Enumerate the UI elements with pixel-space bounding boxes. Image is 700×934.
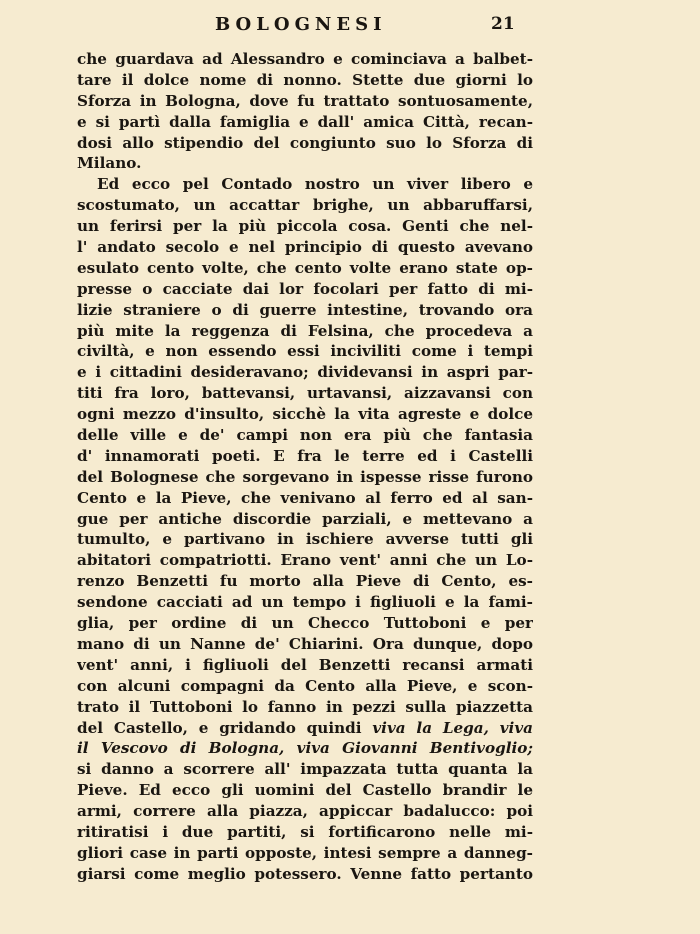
text-segment: del Castello, e gridando quindi [77,718,362,737]
text-line: un ferirsi per la più piccola cosa. Genti che nel- [77,217,533,236]
text-line: armi, correre alla piazza, appiccar badalucco: poi [77,802,533,821]
text-line: scostumato, un accattar brighe, un abbaruffarsi, [77,196,533,215]
running-head [0,14,700,40]
text-line: del Bolognese che sorgevano in ispesse risse furono [77,467,533,486]
text-line: Milano. [77,154,142,173]
italic-phrase: il Vescovo di Bologna, viva Giovanni Bentivoglio; [77,739,533,758]
text-line: presse o cacciate dai lor focolari per fatto di mi- [77,279,533,298]
text-line: renzo Benzetti fu morto alla Pieve di Cento, es- [77,572,533,591]
text-line: mano di un Nanne de' Chiarini. Ora dunque, dopo [77,634,533,653]
text-line: tare il dolce nome di nonno. Stette due giorni lo [77,70,533,89]
text-line: Ed ecco pel Contado nostro un viver libero e [97,175,533,194]
text-line: titi fra loro, battevansi, urtavansi, aizzavansi con [77,384,533,403]
text-line: delle ville e de' campi non era più che fantasia [77,426,533,445]
text-line: con alcuni compagni da Cento alla Pieve, e scon- [77,676,533,695]
text-line: civiltà, e non essendo essi inciviliti come i tempi [77,342,533,361]
text-line: gliori case in parti opposte, intesi sempre a danneg- [77,843,533,862]
text-line: l' andato secolo e nel principio di questo avevano [77,238,533,257]
text-line: abitatori compatriotti. Erano vent' anni che un Lo- [77,551,533,570]
text-line: giarsi come meglio potessero. Venne fatto pertanto [77,864,533,883]
text-line: sendone cacciati ad un tempo i figliuoli e la fami- [77,593,533,612]
text-line: esulato cento volte, che cento volte erano state op- [77,258,533,277]
text-line: e si partì dalla famiglia e dall' amica Città, recan- [77,112,533,131]
text-line: che guardava ad Alessandro e cominciava a balbet- [77,50,533,68]
text-line: e i cittadini desideravano; dividevansi in aspri par- [77,363,533,382]
italic-phrase: viva la Lega, viva [372,718,533,737]
text-line: più mite la reggenza di Felsina, che procedeva a [77,321,533,340]
page-number: 21 [491,14,515,34]
text-line: si danno a scorrere all' impazzata tutta quanta la [77,760,533,779]
text-line-mixed [77,718,533,739]
text-line: trato il Tuttoboni lo fanno in pezzi sulla piazzetta [77,697,533,716]
text-line: lizie straniere o di guerre intestine, trovando ora [77,300,533,319]
text-line: tumulto, e partivano in ischiere avverse tutti gli [77,530,533,549]
running-title: BOLOGNESI [215,14,387,35]
text-line: Sforza in Bologna, dove fu trattato sontuosamente, [77,91,533,110]
text-line: glia, per ordine di un Checco Tuttoboni e per [77,614,533,633]
text-line: gue per antiche discordie parziali, e mettevano a [77,509,533,528]
text-line: ritiratisi i due partiti, si fortificarono nelle mi- [77,822,533,841]
text-line-italic [77,738,533,759]
text-line: d' innamorati poeti. E fra le terre ed i Castelli [77,446,533,465]
text-line: dosi allo stipendio del congiunto suo lo Sforza di [77,133,533,152]
text-line: ogni mezzo d'insulto, sicchè la vita agreste e dolce [77,405,533,424]
text-line: Cento e la Pieve, che venivano al ferro ed al san- [77,488,533,507]
text-line: vent' anni, i figliuoli del Benzetti recansi armati [77,655,533,674]
body-text [77,49,533,885]
text-line: Pieve. Ed ecco gli uomini del Castello brandir le [77,781,533,800]
